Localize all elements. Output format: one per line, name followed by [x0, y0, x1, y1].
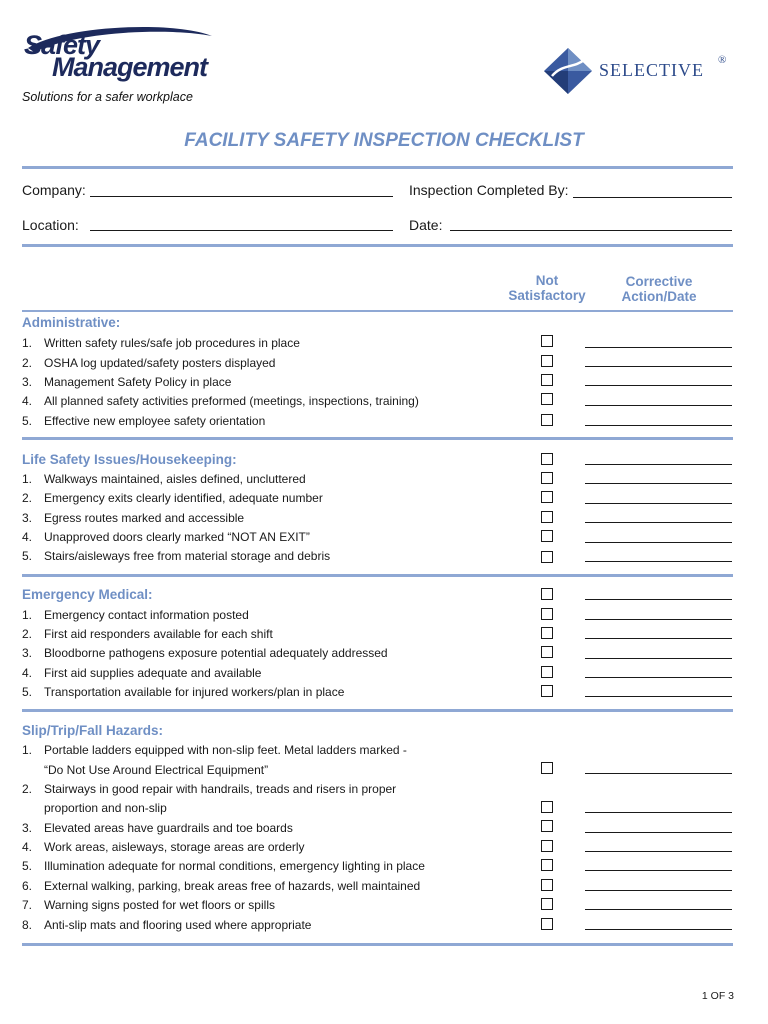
- not-satisfactory-checkbox[interactable]: [541, 762, 553, 774]
- section-title-life-safety: Life Safety Issues/Housekeeping:: [22, 452, 237, 467]
- diamond-icon: [542, 46, 594, 96]
- completed-by-field[interactable]: [573, 197, 732, 198]
- item-text: Stairways in good repair with handrails, treads and risers in proper: [44, 782, 397, 796]
- item-text-continued: “Do Not Use Around Electrical Equipment”: [44, 763, 269, 777]
- item-number: 5.: [22, 859, 33, 873]
- divider: [22, 709, 733, 712]
- corrective-action-field[interactable]: [585, 677, 732, 678]
- not-satisfactory-checkbox[interactable]: [541, 898, 553, 910]
- logo-line-management: Management: [52, 52, 208, 82]
- corrective-action-field[interactable]: [585, 658, 732, 659]
- item-number: 3.: [22, 511, 33, 525]
- item-number: 5.: [22, 414, 33, 428]
- not-satisfactory-checkbox[interactable]: [541, 551, 553, 563]
- corrective-action-field[interactable]: [585, 929, 732, 930]
- registered-mark: ®: [718, 54, 727, 66]
- not-satisfactory-checkbox[interactable]: [541, 453, 553, 465]
- item-text: First aid responders available for each shift: [44, 627, 273, 641]
- header-line: Action/Date: [621, 289, 697, 304]
- item-text: OSHA log updated/safety posters displayed: [44, 356, 276, 370]
- item-number: 2.: [22, 782, 33, 796]
- divider: [22, 437, 733, 440]
- company-field[interactable]: [90, 196, 393, 197]
- date-label: Date:: [409, 217, 443, 233]
- item-text-continued: proportion and non-slip: [44, 801, 167, 815]
- item-number: 3.: [22, 375, 33, 389]
- corrective-action-field[interactable]: [585, 696, 732, 697]
- section-title-administrative: Administrative:: [22, 315, 121, 330]
- not-satisfactory-checkbox[interactable]: [541, 608, 553, 620]
- corrective-action-field[interactable]: [585, 832, 732, 833]
- corrective-action-field[interactable]: [585, 542, 732, 543]
- company-label: Company:: [22, 182, 86, 198]
- not-satisfactory-checkbox[interactable]: [541, 840, 553, 852]
- not-satisfactory-checkbox[interactable]: [541, 859, 553, 871]
- location-label: Location:: [22, 217, 79, 233]
- item-number: 6.: [22, 879, 33, 893]
- not-satisfactory-header: [497, 273, 597, 303]
- item-text: Transportation available for injured workers/plan in place: [44, 685, 345, 699]
- divider: [22, 244, 733, 247]
- divider: [22, 166, 733, 169]
- item-number: 4.: [22, 394, 33, 408]
- item-text: Emergency exits clearly identified, adequate number: [44, 491, 323, 505]
- header-line: Satisfactory: [508, 288, 586, 303]
- item-number: 4.: [22, 840, 33, 854]
- divider: [22, 574, 733, 577]
- item-number: 4.: [22, 530, 33, 544]
- not-satisfactory-checkbox[interactable]: [541, 588, 553, 600]
- item-text: Walkways maintained, aisles defined, uncluttered: [44, 472, 306, 486]
- item-text: Work areas, aisleways, storage areas are orderly: [44, 840, 305, 854]
- divider: [22, 943, 733, 946]
- not-satisfactory-checkbox[interactable]: [541, 335, 553, 347]
- item-number: 2.: [22, 356, 33, 370]
- not-satisfactory-checkbox[interactable]: [541, 530, 553, 542]
- item-text: Effective new employee safety orientation: [44, 414, 266, 428]
- corrective-action-field[interactable]: [585, 851, 732, 852]
- corrective-action-field[interactable]: [585, 619, 732, 620]
- item-number: 1.: [22, 743, 33, 757]
- item-number: 1.: [22, 472, 33, 486]
- item-text: Emergency contact information posted: [44, 608, 249, 622]
- item-number: 8.: [22, 918, 33, 932]
- not-satisfactory-checkbox[interactable]: [541, 414, 553, 426]
- corrective-action-field[interactable]: [585, 385, 732, 386]
- date-field[interactable]: [450, 230, 732, 231]
- not-satisfactory-checkbox[interactable]: [541, 646, 553, 658]
- item-number: 1.: [22, 608, 33, 622]
- item-number: 3.: [22, 821, 33, 835]
- corrective-action-field[interactable]: [585, 599, 732, 600]
- corrective-action-field[interactable]: [585, 405, 732, 406]
- corrective-action-field[interactable]: [585, 638, 732, 639]
- not-satisfactory-checkbox[interactable]: [541, 820, 553, 832]
- item-number: 7.: [22, 898, 33, 912]
- item-text: Stairs/aisleways free from material storage and debris: [44, 549, 331, 563]
- completed-by-label: Inspection Completed By:: [409, 182, 569, 198]
- item-number: 1.: [22, 336, 33, 350]
- section-title-emergency-medical: Emergency Medical:: [22, 587, 153, 602]
- corrective-action-field[interactable]: [585, 503, 732, 504]
- item-text: External walking, parking, break areas free of hazards, well maintained: [44, 879, 421, 893]
- not-satisfactory-checkbox[interactable]: [541, 685, 553, 697]
- item-text: Written safety rules/safe job procedures in place: [44, 336, 300, 350]
- item-text: All planned safety activities preformed (meetings, inspections, training): [44, 394, 419, 408]
- corrective-action-field[interactable]: [585, 522, 732, 523]
- header-line: Corrective: [625, 274, 693, 289]
- corrective-action-field[interactable]: [585, 366, 732, 367]
- not-satisfactory-checkbox[interactable]: [541, 393, 553, 405]
- not-satisfactory-checkbox[interactable]: [541, 355, 553, 367]
- item-number: 5.: [22, 549, 33, 563]
- item-text: Unapproved doors clearly marked “NOT AN EXIT”: [44, 530, 310, 544]
- safety-management-logo: [22, 22, 222, 112]
- corrective-action-field[interactable]: [585, 425, 732, 426]
- not-satisfactory-checkbox[interactable]: [541, 627, 553, 639]
- location-field[interactable]: [90, 230, 393, 231]
- item-number: 5.: [22, 685, 33, 699]
- item-text: Anti-slip mats and flooring used where appropriate: [44, 918, 312, 932]
- not-satisfactory-checkbox[interactable]: [541, 511, 553, 523]
- divider: [22, 310, 733, 312]
- item-number: 4.: [22, 666, 33, 680]
- corrective-action-field[interactable]: [585, 483, 732, 484]
- not-satisfactory-checkbox[interactable]: [541, 374, 553, 386]
- not-satisfactory-checkbox[interactable]: [541, 918, 553, 930]
- logo-line-safety: Safety: [24, 30, 100, 60]
- corrective-action-field[interactable]: [585, 812, 732, 813]
- item-number: 2.: [22, 491, 33, 505]
- not-satisfactory-checkbox[interactable]: [541, 491, 553, 503]
- item-number: 3.: [22, 646, 33, 660]
- page-number: 1 OF 3: [701, 990, 734, 1002]
- not-satisfactory-checkbox[interactable]: [541, 666, 553, 678]
- corrective-action-header: [609, 274, 709, 304]
- not-satisfactory-checkbox[interactable]: [541, 879, 553, 891]
- selective-name: SELECTIVE: [599, 60, 704, 80]
- page-title: FACILITY SAFETY INSPECTION CHECKLIST: [184, 130, 584, 151]
- corrective-action-field[interactable]: [585, 561, 732, 562]
- item-text: Elevated areas have guardrails and toe boards: [44, 821, 293, 835]
- corrective-action-field[interactable]: [585, 347, 732, 348]
- corrective-action-field[interactable]: [585, 870, 732, 871]
- item-text: Egress routes marked and accessible: [44, 511, 245, 525]
- item-text: Bloodborne pathogens exposure potential adequately addressed: [44, 646, 388, 660]
- corrective-action-field[interactable]: [585, 909, 732, 910]
- item-text: Portable ladders equipped with non-slip feet. Metal ladders marked -: [44, 743, 407, 757]
- corrective-action-field[interactable]: [585, 464, 732, 465]
- item-text: Management Safety Policy in place: [44, 375, 232, 389]
- header-line: Not: [535, 273, 559, 288]
- corrective-action-field[interactable]: [585, 773, 732, 774]
- item-text: First aid supplies adequate and available: [44, 666, 262, 680]
- item-text: Illumination adequate for normal conditions, emergency lighting in place: [44, 859, 425, 873]
- selective-logo: [542, 46, 742, 96]
- section-title-slip-trip-fall: Slip/Trip/Fall Hazards:: [22, 723, 164, 738]
- not-satisfactory-checkbox[interactable]: [541, 472, 553, 484]
- corrective-action-field[interactable]: [585, 890, 732, 891]
- item-number: 2.: [22, 627, 33, 641]
- not-satisfactory-checkbox[interactable]: [541, 801, 553, 813]
- item-text: Warning signs posted for wet floors or spills: [44, 898, 275, 912]
- logo-tagline: Solutions for a safer workplace: [22, 90, 193, 104]
